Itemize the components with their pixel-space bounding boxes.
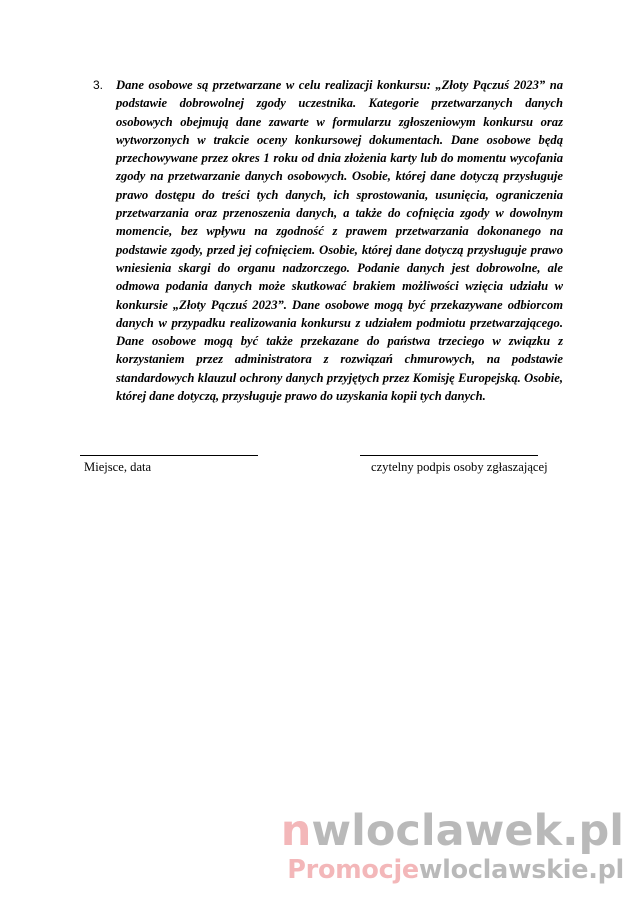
watermark-promocje xyxy=(264,854,624,886)
signature-label: czytelny podpis osoby zgłaszającej xyxy=(371,460,548,474)
watermark-wloclawskie: wloclawskie.pl xyxy=(418,855,624,885)
signature-line xyxy=(360,455,538,456)
watermark-promocje-word: Promocje xyxy=(287,855,419,885)
place-date-line xyxy=(80,455,258,456)
clause-number: 3. xyxy=(93,78,104,92)
watermark-n: n xyxy=(280,806,312,856)
clause-text: Dane osobowe są przetwarzane w celu realizacji konkursu: „Złoty Pączuś 2023” na podstawie dobrowolnej zgody uczestnika. Kategorie przetwarzanych danych osobowych obejmują dane zawarte w formularzu zgłoszeniowym konkursu oraz wytworzonych w trakcie oceny konkursowej dokumentach. Dane osobowe będą przechowywane przez okres 1 roku od dnia złożenia karty lub do momentu wycofania zgody na przetwarzanie danych osobowych. Osobie, której dane dotyczą przysługuje prawo dostępu do treści tych danych, ich sprostowania, usunięcia, ograniczenia przetwarzania oraz przenoszenia danych, a także do cofnięcia zgody w dowolnym momencie, bez wpływu na zgodność z prawem przetwarzania dokonanego na podstawie zgody, przed jej cofnięciem. Osobie, której dane dotyczą przysługuje prawo wniesienia skargi do organu nadzorczego. Podanie danych jest dobrowolne, ale odmowa podania danych może skutkować brakiem możliwości wzięcia udziału w konkursie „Złoty Pączuś 2023”. Dane osobowe mogą być przekazywane odbiorcom danych w przypadku realizowania konkursu z udziałem podmiotu przetwarzającego. Dane osobowe mogą być także przekazane do państwa trzeciego w związku z korzystaniem przez administratora z rozwiązań chmurowych, na podstawie standardowych klauzul ochrony danych przyjętych przez Komisję Europejską. Osobie, której dane dotyczą, przysługuje prawo do uzyskania kopii tych danych. xyxy=(116,78,563,404)
consent-clause xyxy=(93,76,563,405)
watermark-nwloclawek xyxy=(264,806,624,856)
watermark-wloclawek: wloclawek.pl xyxy=(311,806,624,856)
place-date-label: Miejsce, data xyxy=(84,460,152,474)
